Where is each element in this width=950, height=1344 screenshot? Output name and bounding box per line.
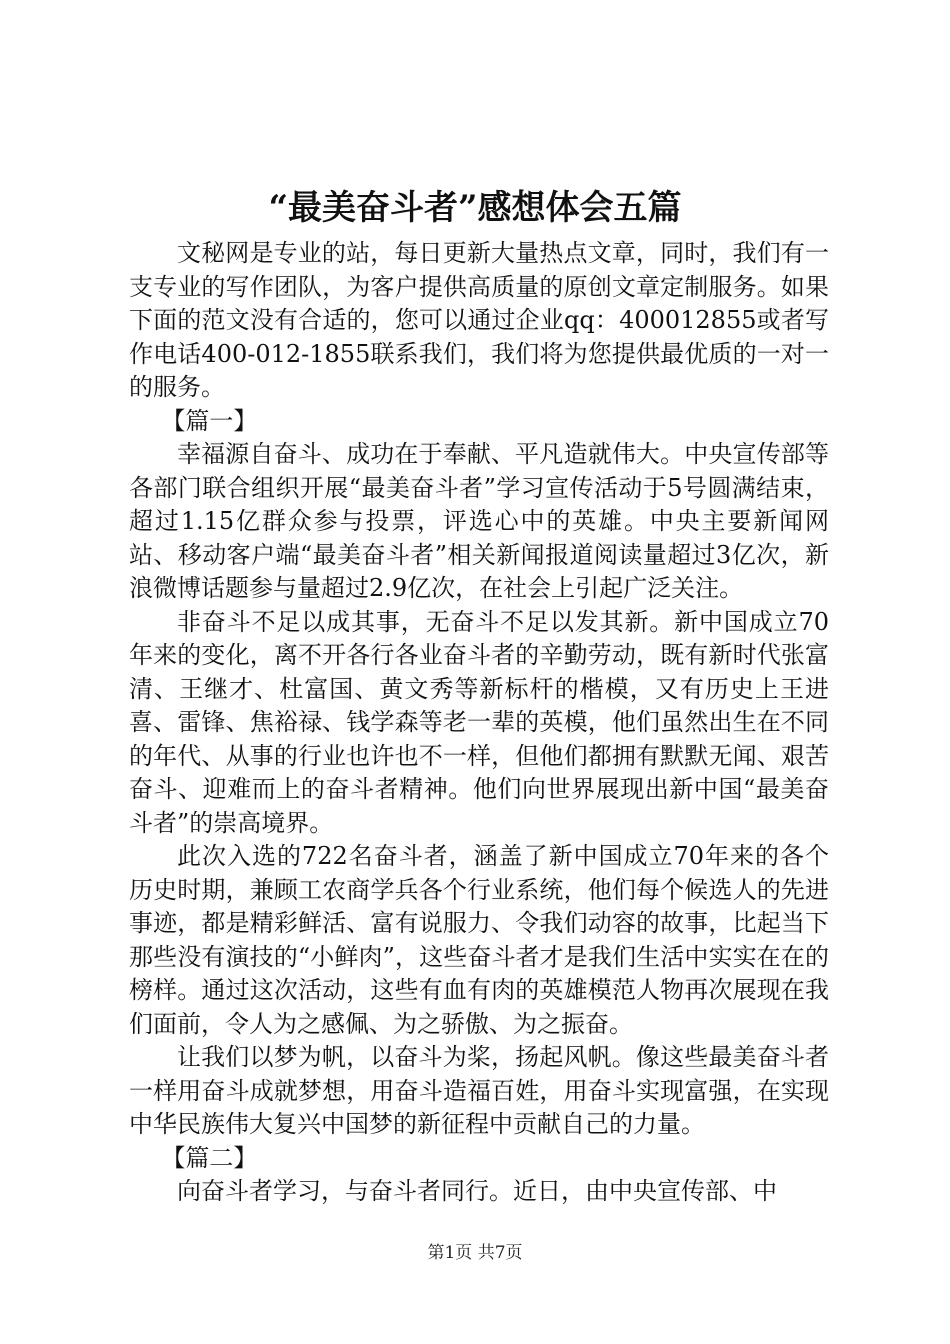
document-body — [129, 237, 829, 1209]
section1-paragraph-2: 非奋斗不足以成其事，无奋斗不足以发其新。新中国成立70年来的变化，离不开各行各业奋斗者的辛勤劳动，既有新时代张富清、王继才、杜富国、黄文秀等新标杆的楷模，又有历史上王进喜、雷锋、焦裕禄、钱学森等老一辈的英模，他们虽然出生在不同的年代、从事的行业也许也不一样，但他们都拥有默默无闻、艰苦奋斗、迎难而上的奋斗者精神。他们向世界展现出新中国“最美奋斗者”的崇高境界。 — [129, 607, 829, 837]
intro-paragraph: 文秘网是专业的站，每日更新大量热点文章，同时，我们有一支专业的写作团队，为客户提供高质量的原创文章定制服务。如果下面的范文没有合适的，您可以通过企业qq：400012855或者写作电话400-012-1855联系我们，我们将为您提供最优质的一对一的服务。 — [129, 239, 829, 401]
section-heading-2: 【篇二】 — [161, 1143, 258, 1172]
section2-paragraph-1: 向奋斗者学习，与奋斗者同行。近日，由中央宣传部、中 — [177, 1177, 777, 1205]
document-title: “最美奋斗者”感想体会五篇 — [268, 188, 682, 228]
section1-paragraph-4: 让我们以梦为帆，以奋斗为桨，扬起风帆。像这些最美奋斗者一样用奋斗成就梦想，用奋斗造福百姓，用奋斗实现富强，在实现中华民族伟大复兴中国梦的新征程中贡献自己的力量。 — [129, 1043, 829, 1138]
section1-paragraph-1: 幸福源自奋斗、成功在于奉献、平凡造就伟大。中央宣传部等各部门联合组织开展“最美奋斗者”学习宣传活动于5号圆满结束，超过1.15亿群众参与投票，评选心中的英雄。中央主要新闻网站、移动客户端“最美奋斗者”相关新闻报道阅读量超过3亿次，新浪微博话题参与量超过2.9亿次，在社会上引起广泛关注。 — [129, 440, 829, 602]
section-heading-1: 【篇一】 — [161, 406, 258, 435]
section1-paragraph-3: 此次入选的722名奋斗者，涵盖了新中国成立70年来的各个历史时期，兼顾工农商学兵各个行业系统，他们每个候选人的先进事迹，都是精彩鲜活、富有说服力、令我们动容的故事，比起当下那些没有演技的“小鲜肉”，这些奋斗者才是我们生活中实实在在的榜样。通过这次活动，这些有血有肉的英雄模范人物再次展现在我们面前，令人为之感佩、为之骄傲、为之振奋。 — [129, 842, 829, 1038]
page-footer: 第1页 共7页 — [427, 1243, 523, 1263]
